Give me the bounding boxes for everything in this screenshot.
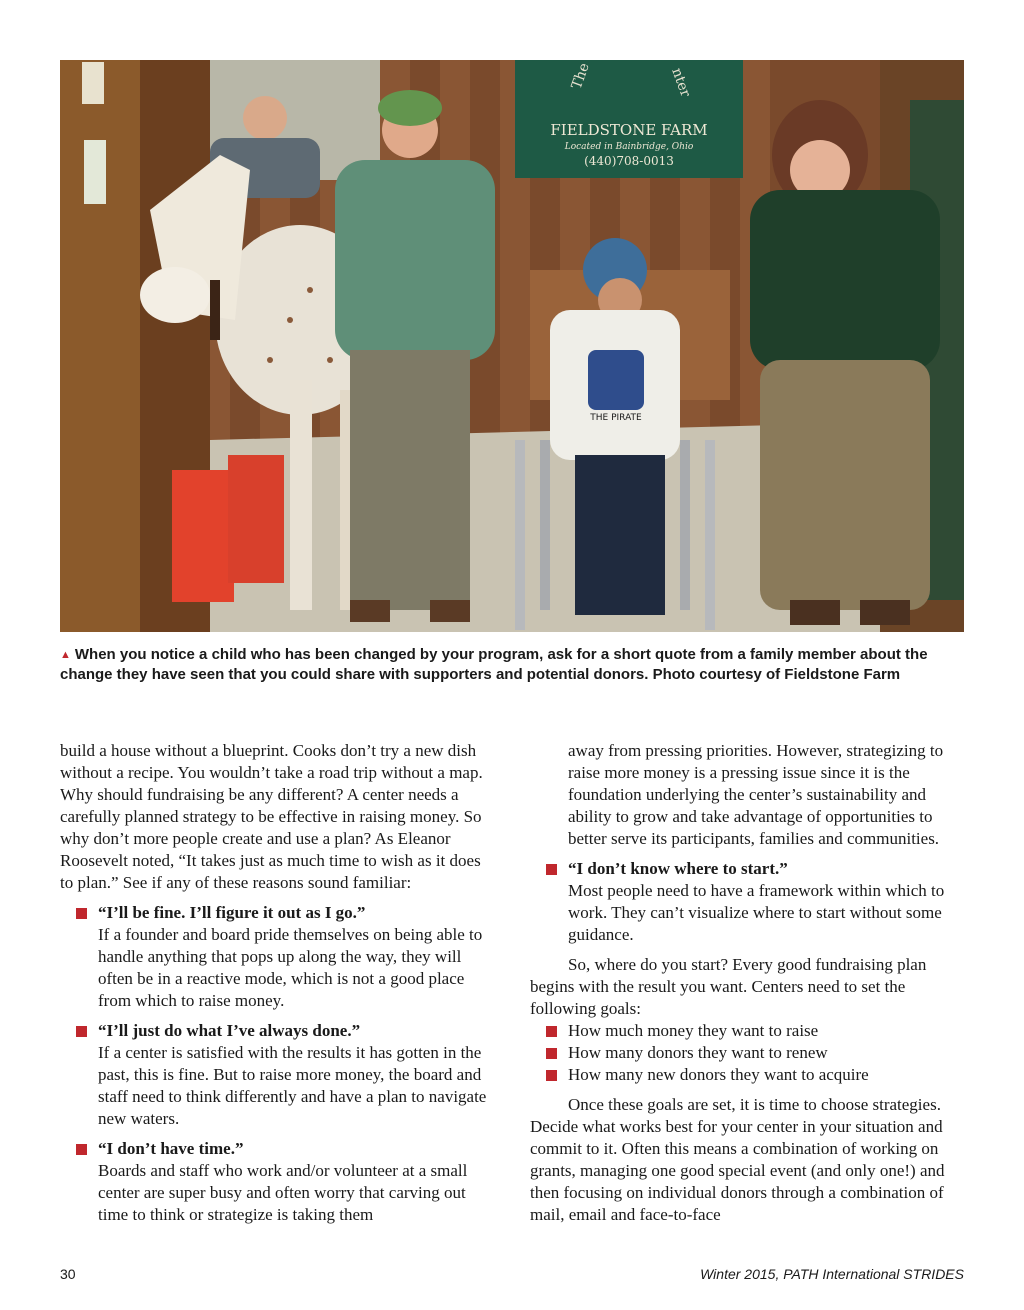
bullet-square-icon [546,1048,557,1059]
bullet-square-icon [546,864,557,875]
reason-heading: “I’ll be fine. I’ll figure it out as I go.” [98,903,366,922]
bullet-square-icon [76,908,87,919]
goal-item [530,1020,966,1042]
article-photo [60,60,964,632]
goal-text: How many donors they want to renew [568,1043,828,1062]
reason-item [60,1138,492,1226]
goal-text: How many new donors they want to acquire [568,1065,869,1084]
caption-text: When you notice a child who has been changed by your program, ask for a short quote from a family member about the change they have seen that you could share with supporters and potential donors. Photo courtesy of Fieldstone Farm [60,646,928,683]
bullet-square-icon [76,1144,87,1155]
reason-text: If a center is satisfied with the results it has gotten in the past, this is fine. But to raise more money, the board and staff need to think differently and have a plan to navigate new waters. [98,1043,487,1128]
sign-top-right: nter [668,65,694,100]
reason-text: Boards and staff who work and/or volunteer at a small center are super busy and often worry that carving out time to think or strategize is taking them [98,1161,468,1224]
page-number: 30 [60,1266,76,1282]
continued-paragraph: away from pressing priorities. However, strategizing to raise more money is a pressing issue since it is the foundation underlying the center’s sustainability and ability to grow and take advantage of opportunities to better serve its participants, families and communities. [568,741,944,848]
background-man [243,96,287,140]
bullet-square-icon [76,1026,87,1037]
left-column [60,740,492,1226]
reason-heading: “I’ll just do what I’ve always done.” [98,1021,361,1040]
reason-heading: “I don’t have time.” [98,1139,244,1158]
strategies-paragraph: Once these goals are set, it is time to choose strategies. Decide what works best for your center in your situation and commit to it. Often this means a combination of working on grants, managing one good special event (and only one!) and then focusing on individual donors through a combination of mail, email and face-to-face [530,1095,945,1224]
sign-top-left: The [568,60,593,92]
goal-text: How much money they want to raise [568,1021,819,1040]
bullet-square-icon [546,1026,557,1037]
goal-item [530,1064,966,1086]
goals-intro-paragraph: So, where do you start? Every good fundraising plan begins with the result you want. Centers need to set the following goals: [530,955,927,1018]
goal-item [530,1042,966,1064]
sign-location: Located in Bainbridge, Ohio [564,142,694,152]
reason-item [60,1020,492,1130]
caption-triangle-icon: ▲ [60,649,71,661]
sign-title: FIELDSTONE FARM [550,121,708,139]
reason-text: Most people need to have a framework within which to work. They can’t visualize where to start without some guidance. [568,881,945,944]
reason-heading: “I don’t know where to start.” [568,859,788,878]
sign-phone: (440)708-0013 [584,154,674,168]
right-column [530,740,966,1226]
photo-caption [60,645,950,685]
reason-item [60,902,492,1012]
bullet-square-icon [546,1070,557,1081]
publication-footer: Winter 2015, PATH International STRIDES [700,1266,964,1282]
reason-item [530,858,966,946]
reason-text: If a founder and board pride themselves on being able to handle anything that pops up along the way, they will often be in a reactive mode, which is not a good place from which to raise money. [98,925,483,1010]
intro-paragraph: build a house without a blueprint. Cooks don’t try a new dish without a recipe. You wouldn’t take a road trip without a map. Why should fundraising be any different? A center needs a carefully planned strategy to be effective in raising money. So why don’t more people create and use a plan? As Eleanor Roosevelt noted, “It takes just as much time to wish as it does to plan.” See if any of these reasons sound familiar: [60,741,483,892]
shirt-text: THE PIRATE [590,413,642,423]
